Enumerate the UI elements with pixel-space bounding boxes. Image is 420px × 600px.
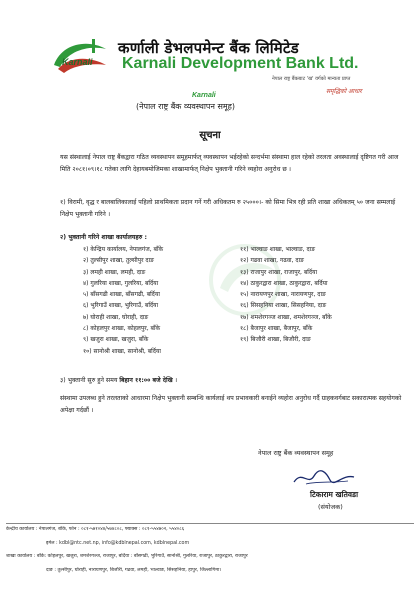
footer-divider: [6, 523, 414, 524]
footer-head-office: केन्द्रीय कार्यालय : नेपालगंज, बाँके, फोन : ०८१-५७१०४४/५७४८०८, फ्याक्स : ०८१-५५४७०२, ५५४०८६: [6, 527, 185, 532]
branch-item: १४) ठाकुरद्वारा शाखा, ठाकुरद्वारा, बर्दिया: [240, 279, 328, 287]
management-group-label: (नेपाल राष्ट्र बैंक व्यवस्थापन समूह): [136, 102, 236, 111]
branch-item: १३) राजापुर शाखा, राजापुर, बर्दिया: [240, 268, 318, 276]
payment-time-label: ३) भुक्तानी सुरु हुने समय: [60, 377, 118, 384]
branch-item: १७) शमशेरगञ्ज शाखा, शमशेरगञ्ज, बाँके: [240, 313, 332, 321]
branch-item: ६) भुरिगाउँ शाखा, भुरिगाउँ, बर्दिया: [83, 302, 159, 310]
branch-item: ३) लमही शाखा, लमही, दाङ: [83, 268, 146, 276]
branches-list-left: [83, 244, 233, 357]
branch-item: ९) खजुरा शाखा, खजुरा, बाँके: [83, 336, 149, 344]
bank-slogan: समृद्धिको आधार: [326, 88, 362, 95]
branch-item: १९) बिजौरी शाखा, बिजौरी, दाङ: [240, 336, 311, 344]
branch-item: १६) सिसहनिया शाखा, सिसहनिया, दाङ: [240, 302, 327, 310]
notice-item-1: १) विरामी, वृद्ध र बालबालिकालाई पहिलो प्राथमिकता प्रदान गर्ने गरी अधिकतम रु २५०००।- को सिमा भित्र रही प्रति शाखा अधिकतम् ५० जना सम्मलाई निक्षेप भुक्तानी गरिने ।: [60, 199, 396, 218]
notice-intro-paragraph: यस संस्थालाई नेपाल राष्ट्र बैंकद्वारा गठित व्यवस्थापन समूहमार्फत् व्यवस्थापन भईरहेको सन्दर्भमा संस्थामा हाल रहेको तरलता अवस्थालाई दृष्टिगत गरी आज मिति २०८१।०९।१८ गतेका लागि देहायबमोजिमका शाखामार्फत् निक्षेप भुक्तानी गरिने व्यहोरा अनुरोध छ ।: [60, 154, 399, 173]
bank-name-english: Karnali Development Bank Ltd.: [122, 55, 359, 72]
branch-item: १२) गढवा शाखा, गढवा, दाङ: [240, 257, 304, 265]
karnali-logo-icon: [48, 35, 110, 77]
branch-item: १५) नारायणपुर शाखा, नारायणपुर, दाङ: [240, 291, 326, 299]
branch-item: ८) कोहलपुर शाखा, कोहलपुर, बाँके: [83, 325, 161, 333]
notice-title: सूचना: [199, 130, 221, 141]
signatory-organization: नेपाल राष्ट्र बैंक व्यवस्थापन समूह: [258, 449, 334, 457]
signatory-role: (संयोजक): [318, 503, 343, 511]
branch-item: १) केन्द्रिय कार्यालय, नेपालगंज, बाँके: [83, 246, 164, 253]
logo-text: Karnali: [62, 57, 93, 67]
branch-item: ४) गुलरिया शाखा, गुलरिया, बर्दिया: [83, 279, 159, 287]
branches-list-right: [240, 244, 410, 346]
payment-time-value: बिहान ११:०० बजे देखि: [119, 377, 173, 384]
bank-tagline: नेपाल राष्ट्र बैंकबाट 'ख' वर्गको मान्यता प्राप्त: [272, 76, 351, 82]
payment-time-suffix: ।: [174, 377, 178, 384]
footer-email: इमेल : kdbl@ntc.net.np, info@kdblnepal.com, kdblnepal.com: [46, 541, 190, 546]
footer-branch-offices: शाखा कार्यालय : बाँके: कोहलपुर, खजुरा, शमशेरगञ्ज, राजापुर, बर्दिया : बाँसगढी, भुरिगाउँ, सानोश्री, गुलरिया, राजापुर, ठाकुरद्वारा, राजापुर: [6, 554, 248, 559]
branch-item: ११) भाल्वाङ शाखा, भाल्वाङ, दाङ: [240, 246, 316, 253]
branch-item: ५) बाँसगढी शाखा, बाँसगढी, बर्दिया: [83, 291, 160, 299]
notice-item-3: [60, 375, 405, 387]
branch-item: २) तुल्सीपुर शाखा, तुल्सीपुर दाङ: [83, 257, 154, 265]
branch-item: १८) बैजापुर शाखा, बैजापुर, बाँके: [240, 325, 313, 333]
notice-closing-paragraph: संस्थामा उपलब्ध हुने तरलताको आधारमा निक्षेप भुक्तानी सम्बन्धि कार्यलाई थप प्रभावकारी बनाईने व्यहोरा अनुरोध गर्दै ग्राहकवर्गबाट सकारात्मक सहयोगको अपेक्षा गर्दछौं ।: [60, 395, 402, 414]
handwritten-signature: [292, 468, 356, 488]
seal-logo-text: Karnali: [192, 92, 216, 99]
branch-item: ७) घोराही शाखा, घोराही, दाङ: [83, 313, 149, 321]
branches-heading: २) भुक्तानी गरिने शाखा कार्यालयहरु :: [60, 234, 147, 241]
footer-branch-offices-dang: दाङ : तुल्सीपुर, घोराही, नारायणपुर, बिजौरी, गढवा, लमही, भाल्वाङ, सिसहनिया, हापुर, जिल्लागिमा।: [46, 568, 222, 573]
branch-item: १०) सानोश्री शाखा, सानोश्री, बर्दिया: [83, 347, 161, 355]
bank-name-nepali: कर्णाली डेभलपमेन्ट बैंक लिमिटेड: [118, 39, 299, 57]
signatory-name: टिकाराम खतिवडा: [310, 490, 359, 499]
